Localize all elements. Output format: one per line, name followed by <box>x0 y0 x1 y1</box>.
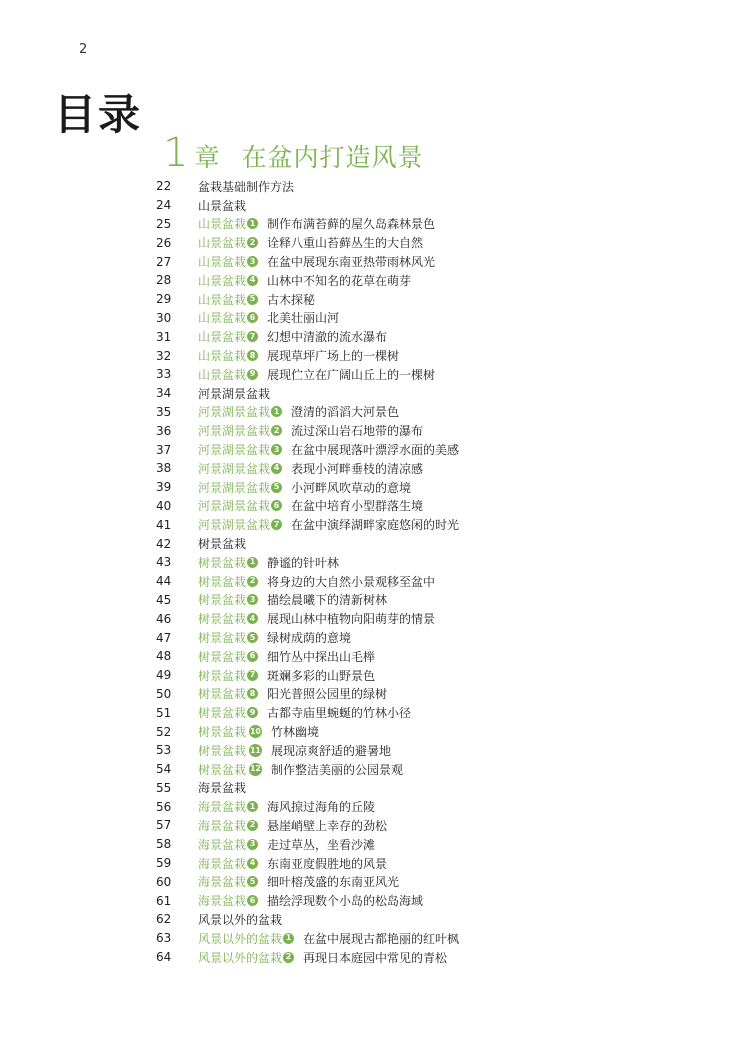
toc-number-badge: 3 <box>247 839 258 850</box>
toc-entry-title: 东南亚度假胜地的风景 <box>267 856 388 871</box>
toc-entry-title: 制作布满苔藓的屋久岛森林景色 <box>267 217 436 232</box>
toc-section-title: 海景盆栽 <box>198 781 247 796</box>
toc-entry[interactable] <box>156 685 676 704</box>
toc-entry[interactable] <box>156 591 676 610</box>
toc-section-title: 树景盆栽 <box>198 537 247 552</box>
toc-page-number: 33 <box>156 367 172 382</box>
toc-category-label: 树景盆栽 <box>198 706 247 721</box>
toc-page-number: 62 <box>156 912 172 927</box>
toc-number-badge: 2 <box>247 576 258 587</box>
toc-page-number: 24 <box>156 198 172 213</box>
toc-entry[interactable] <box>156 854 676 873</box>
toc-section[interactable] <box>156 910 676 929</box>
toc-entry-title: 悬崖峭壁上幸存的劲松 <box>267 818 388 833</box>
toc-category-label: 风景以外的盆栽 <box>198 931 283 946</box>
toc-entry[interactable] <box>156 421 676 440</box>
toc-category-label: 山景盆栽 <box>198 330 247 345</box>
toc-number-badge: 8 <box>247 350 258 361</box>
toc-category-label: 山景盆栽 <box>198 217 247 232</box>
toc-section-title: 河景湖景盆栽 <box>198 386 271 401</box>
toc-category-label: 海景盆栽 <box>198 818 247 833</box>
toc-entry-title: 展现凉爽舒适的避暑地 <box>271 743 392 758</box>
toc-section[interactable] <box>156 384 676 403</box>
chapter-heading <box>163 130 423 174</box>
toc-number-badge: 6 <box>247 895 258 906</box>
toc-page-number: 59 <box>156 856 172 871</box>
toc-category-label: 河景湖景盆栽 <box>198 518 271 533</box>
toc-number-badge: 7 <box>247 670 258 681</box>
toc-entry[interactable] <box>156 609 676 628</box>
toc-entry[interactable] <box>156 290 676 309</box>
toc-entry-title: 再现日本庭园中常见的青松 <box>303 950 448 965</box>
toc-category-label: 树景盆栽 <box>198 668 247 683</box>
toc-page-number: 32 <box>156 348 172 363</box>
toc-number-badge: 3 <box>247 594 258 605</box>
toc-page-number: 25 <box>156 216 172 231</box>
toc-entry[interactable] <box>156 797 676 816</box>
toc-category-label: 山景盆栽 <box>198 367 247 382</box>
toc-number-badge: 8 <box>247 688 258 699</box>
toc-page-number: 43 <box>156 555 172 570</box>
toc-category-label: 河景湖景盆栽 <box>198 424 271 439</box>
toc-section[interactable] <box>156 177 676 196</box>
toc-entry[interactable] <box>156 948 676 967</box>
toc-category-label: 树景盆栽 <box>198 631 247 646</box>
toc-category-label: 海景盆栽 <box>198 856 247 871</box>
toc-entry[interactable] <box>156 459 676 478</box>
toc-number-badge: 1 <box>271 406 282 417</box>
toc-number-badge: 6 <box>271 500 282 511</box>
toc-number-badge: 7 <box>247 331 258 342</box>
toc-category-label: 山景盆栽 <box>198 273 247 288</box>
toc-entry[interactable] <box>156 403 676 422</box>
toc-category-label: 海景盆栽 <box>198 875 247 890</box>
toc-number-badge: 9 <box>247 369 258 380</box>
toc-entry[interactable] <box>156 628 676 647</box>
toc-page-number: 38 <box>156 461 172 476</box>
toc-entry-title: 诠释八重山苔藓丛生的大自然 <box>267 236 424 251</box>
toc-number-badge: 4 <box>247 858 258 869</box>
toc-entry-title: 海风掠过海角的丘陵 <box>267 800 376 815</box>
toc-entry[interactable] <box>156 346 676 365</box>
toc-entry[interactable] <box>156 647 676 666</box>
toc-category-label: 海景盆栽 <box>198 894 247 909</box>
toc-entry[interactable] <box>156 553 676 572</box>
toc-page-number: 42 <box>156 536 172 551</box>
toc-category-label: 风景以外的盆栽 <box>198 950 283 965</box>
toc-number-badge: 4 <box>247 275 258 286</box>
toc-entry-title: 山林中不知名的花草在萌芽 <box>267 273 412 288</box>
toc-entry-title: 展现草坪广场上的一棵树 <box>267 349 400 364</box>
toc-page-number: 35 <box>156 404 172 419</box>
toc-entry[interactable] <box>156 703 676 722</box>
toc-page-number: 58 <box>156 837 172 852</box>
toc-category-label: 树景盆栽 <box>198 574 247 589</box>
toc-page-number: 36 <box>156 423 172 438</box>
toc-entry-title: 古都寺庙里蜿蜒的竹林小径 <box>267 706 412 721</box>
toc-page-number: 47 <box>156 630 172 645</box>
toc-page-number: 53 <box>156 743 172 758</box>
toc-entry-title: 在盆中展现落叶漂浮水面的美感 <box>291 443 460 458</box>
toc-entry-title: 描绘晨曦下的清新树林 <box>267 593 388 608</box>
toc-category-label: 山景盆栽 <box>198 292 247 307</box>
toc-entry-title: 描绘浮现数个小岛的松岛海域 <box>267 894 424 909</box>
toc-entry[interactable] <box>156 891 676 910</box>
toc-page-number: 57 <box>156 818 172 833</box>
toc-entry-title: 细叶榕茂盛的东南亚风光 <box>267 875 400 890</box>
toc-number-badge: 2 <box>247 237 258 248</box>
toc-page-number: 46 <box>156 611 172 626</box>
toc-number-badge: 2 <box>271 425 282 436</box>
toc-entry-title: 竹林幽境 <box>271 725 320 739</box>
toc-category-label: 河景湖景盆栽 <box>198 461 271 476</box>
toc-entry[interactable] <box>156 215 676 234</box>
toc-number-badge: 5 <box>247 876 258 887</box>
toc-category-label: 河景湖景盆栽 <box>198 499 271 514</box>
toc-entry[interactable] <box>156 515 676 534</box>
toc-entry[interactable] <box>156 722 676 741</box>
toc-entry[interactable] <box>156 741 676 760</box>
toc-category-label: 树景盆栽 <box>198 762 247 777</box>
toc-section-title: 风景以外的盆栽 <box>198 912 283 927</box>
page-title: 目录 <box>54 90 143 139</box>
chapter-title: 在盆内打造风景 <box>241 143 424 172</box>
toc-number-badge: 3 <box>271 444 282 455</box>
toc-entry-title: 绿树成荫的意境 <box>267 631 352 646</box>
toc-page-number: 55 <box>156 780 172 795</box>
toc-number-badge: 10 <box>249 725 262 738</box>
toc-entry[interactable] <box>156 271 676 290</box>
toc-entry[interactable] <box>156 666 676 685</box>
toc-number-badge: 6 <box>247 651 258 662</box>
toc-page-number: 63 <box>156 931 172 946</box>
toc-section-title: 山景盆栽 <box>198 198 247 213</box>
toc-entry[interactable] <box>156 440 676 459</box>
toc-entry-title: 在盆中展现古都艳丽的红叶枫 <box>303 931 460 946</box>
toc-entry[interactable] <box>156 497 676 516</box>
toc-section[interactable] <box>156 779 676 798</box>
toc-category-label: 河景湖景盆栽 <box>198 405 271 420</box>
toc-page-number: 51 <box>156 705 172 720</box>
toc-number-badge: 5 <box>247 294 258 305</box>
toc-category-label: 树景盆栽 <box>198 687 247 702</box>
toc-category-label: 河景湖景盆栽 <box>198 480 271 495</box>
toc-entry[interactable] <box>156 835 676 854</box>
toc-entry-title: 在盆中演绎湖畔家庭悠闲的时光 <box>291 518 460 533</box>
toc-category-label: 山景盆栽 <box>198 311 247 326</box>
toc-entry[interactable] <box>156 478 676 497</box>
toc-entry-title: 在盆中展现东南亚热带雨林风光 <box>267 255 436 270</box>
toc-page-number: 56 <box>156 799 172 814</box>
toc-number-badge: 12 <box>249 763 262 776</box>
toc-category-label: 树景盆栽 <box>198 743 247 758</box>
toc-category-label: 海景盆栽 <box>198 800 247 815</box>
toc-entry-title: 北美壮丽山河 <box>267 311 340 326</box>
toc-number-badge: 1 <box>247 557 258 568</box>
toc-entry[interactable] <box>156 327 676 346</box>
toc-page-number: 45 <box>156 592 172 607</box>
toc-entry-title: 表现小河畔垂枝的清凉感 <box>291 461 424 476</box>
toc-number-badge: 4 <box>271 463 282 474</box>
toc-category-label: 山景盆栽 <box>198 236 247 251</box>
toc-number-badge: 1 <box>283 933 294 944</box>
toc-number-badge: 6 <box>247 312 258 323</box>
toc-category-label: 河景湖景盆栽 <box>198 443 271 458</box>
toc-page-number: 40 <box>156 498 172 513</box>
toc-entry[interactable] <box>156 816 676 835</box>
page-number: 2 <box>79 42 88 57</box>
toc-page-number: 26 <box>156 235 172 250</box>
toc-category-label: 树景盆栽 <box>198 593 247 608</box>
toc-page-number: 52 <box>156 724 172 739</box>
toc-page-number: 22 <box>156 179 172 194</box>
toc-entry-title: 细竹丛中探出山毛榉 <box>267 649 376 664</box>
toc-page-number: 29 <box>156 292 172 307</box>
toc-entry-title: 流过深山岩石地带的瀑布 <box>291 424 424 439</box>
toc-page-number: 28 <box>156 273 172 288</box>
toc-category-label: 树景盆栽 <box>198 612 247 627</box>
toc-page-number: 27 <box>156 254 172 269</box>
toc-section[interactable] <box>156 534 676 553</box>
toc-entry[interactable] <box>156 233 676 252</box>
toc-page-number: 44 <box>156 574 172 589</box>
toc-number-badge: 2 <box>247 820 258 831</box>
toc-entry-title: 静谧的针叶林 <box>267 555 340 570</box>
toc-number-badge: 2 <box>283 952 294 963</box>
toc-entry[interactable] <box>156 929 676 948</box>
toc-page-number: 49 <box>156 668 172 683</box>
toc-number-badge: 3 <box>247 256 258 267</box>
toc-category-label: 树景盆栽 <box>198 555 247 570</box>
toc-entry-title: 展现伫立在广阔山丘上的一棵树 <box>267 367 436 382</box>
toc-entry[interactable] <box>156 760 676 779</box>
chapter-number: 1 <box>163 130 189 176</box>
toc-entry[interactable] <box>156 872 676 891</box>
toc-entry-title: 阳光普照公园里的绿树 <box>267 687 388 702</box>
toc-number-badge: 1 <box>247 801 258 812</box>
toc-number-badge: 5 <box>271 482 282 493</box>
toc-number-badge: 7 <box>271 519 282 530</box>
toc-page-number: 37 <box>156 442 172 457</box>
toc-number-badge: 4 <box>247 613 258 624</box>
toc-page-number: 48 <box>156 649 172 664</box>
toc-category-label: 山景盆栽 <box>198 255 247 270</box>
toc-number-badge: 1 <box>247 218 258 229</box>
toc-entry[interactable] <box>156 365 676 384</box>
toc-category-label: 树景盆栽 <box>198 649 247 664</box>
toc-entry-title: 展现山林中植物向阳萌芽的情景 <box>267 612 436 627</box>
chapter-unit: 章 <box>194 143 220 172</box>
toc-page-number: 54 <box>156 762 172 777</box>
toc-entry-title: 幻想中清澈的流水瀑布 <box>267 330 388 345</box>
toc-number-badge: 11 <box>249 744 262 757</box>
table-of-contents <box>156 177 676 966</box>
toc-section[interactable] <box>156 196 676 215</box>
toc-number-badge: 5 <box>247 632 258 643</box>
toc-page-number: 61 <box>156 893 172 908</box>
toc-entry-title: 将身边的大自然小景观移至盆中 <box>267 574 436 589</box>
toc-page-number: 64 <box>156 950 172 965</box>
toc-category-label: 树景盆栽 <box>198 725 247 739</box>
toc-entry-title: 斑斓多彩的山野景色 <box>267 668 376 683</box>
toc-page-number: 39 <box>156 480 172 495</box>
toc-page-number: 50 <box>156 686 172 701</box>
toc-page-number: 30 <box>156 310 172 325</box>
toc-page-number: 60 <box>156 874 172 889</box>
toc-entry-title: 小河畔风吹草动的意境 <box>291 480 412 495</box>
toc-entry[interactable] <box>156 309 676 328</box>
toc-page-number: 31 <box>156 329 172 344</box>
toc-page-number: 34 <box>156 386 172 401</box>
toc-entry-title: 制作整洁美丽的公园景观 <box>271 762 404 777</box>
toc-category-label: 山景盆栽 <box>198 349 247 364</box>
toc-category-label: 海景盆栽 <box>198 837 247 852</box>
toc-entry-title: 澄清的滔滔大河景色 <box>291 405 400 420</box>
toc-section-title: 盆栽基础制作方法 <box>198 179 295 194</box>
toc-entry-title: 古木探秘 <box>267 292 316 307</box>
toc-number-badge: 9 <box>247 707 258 718</box>
toc-entry-title: 走过草丛，坐看沙滩 <box>267 837 376 852</box>
toc-entry-title: 在盆中培育小型群落生境 <box>291 499 424 514</box>
toc-entry[interactable] <box>156 572 676 591</box>
toc-entry[interactable] <box>156 252 676 271</box>
toc-page-number: 41 <box>156 517 172 532</box>
